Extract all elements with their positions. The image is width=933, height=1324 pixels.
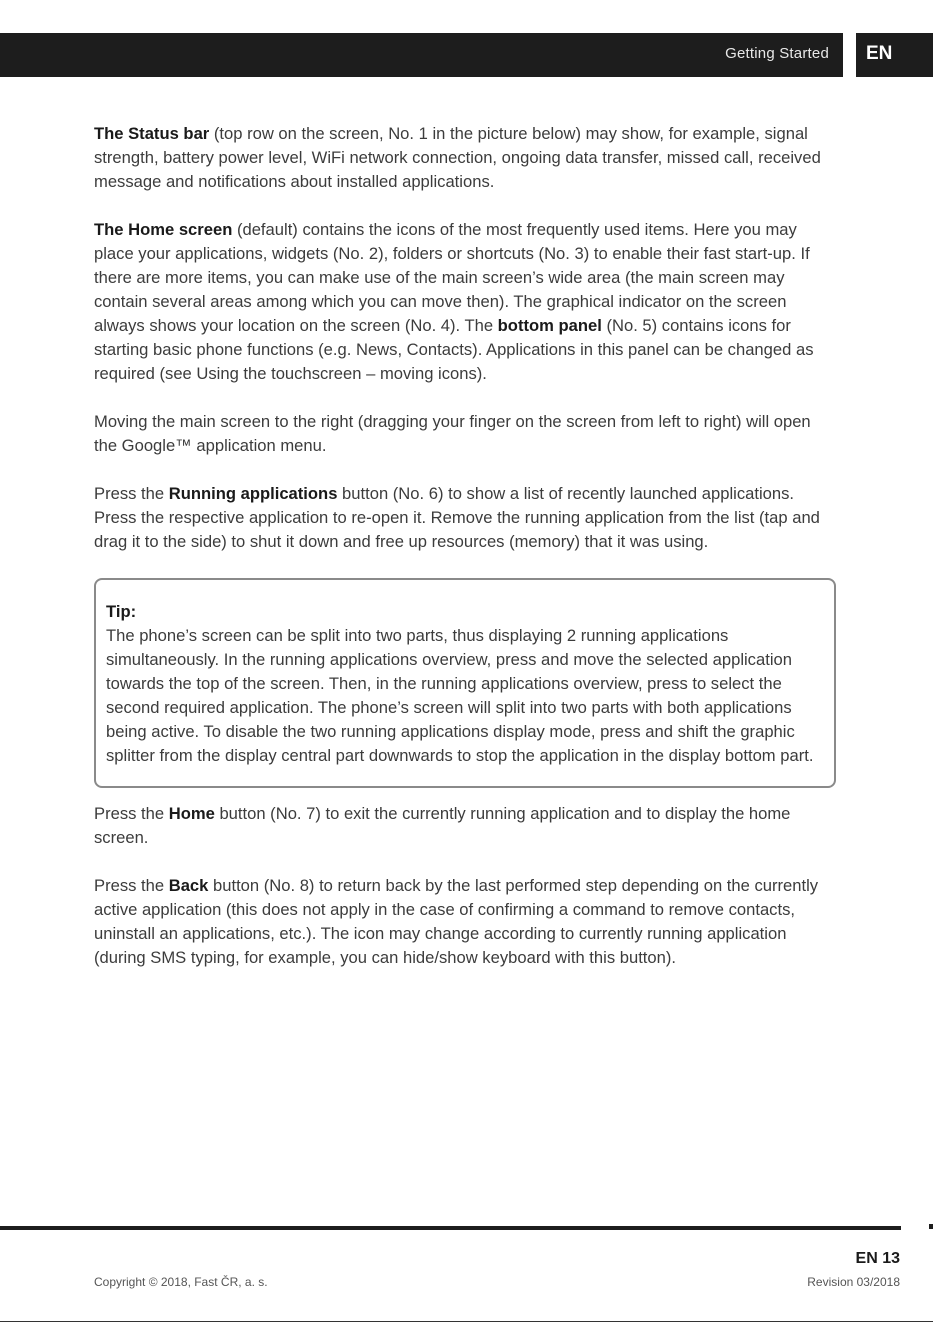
status-bar-paragraph	[94, 122, 836, 194]
tip-text: The phone’s screen can be split into two parts, thus displaying 2 running applications simultaneously. In the running applications overview, press and move the selected application towards the top of the screen. Then, in the running applications overview, press to select the second required application. The phone’s screen will split into two parts with both applications being active. To disable the two running applications display mode, press and shift the graphic splitter from the display central part downwards to stop the application in the display bottom part.	[106, 626, 814, 765]
section-title: Getting Started	[725, 45, 829, 62]
status-bar-term: The Status bar	[94, 124, 210, 143]
home-screen-text-1: (default) contains the icons of the most frequently used items. Here you may place your applications, widgets (No. 2), folders or shortcuts (No. 3) to enable their fast start-up. If there are more items, you can make use of the main screen’s wide area (the main screen may contain several areas among which you can move then). The graphical indicator on the screen always shows your location on the screen (No. 4). The	[94, 220, 810, 335]
page-bottom-line	[0, 1321, 933, 1322]
copyright: Copyright © 2018, Fast ČR, a. s.	[94, 1275, 268, 1289]
back-button-paragraph	[94, 874, 836, 970]
running-apps-pre: Press the	[94, 484, 169, 503]
home-button-pre: Press the	[94, 804, 169, 823]
running-apps-term: Running applications	[168, 484, 338, 503]
revision: Revision 03/2018	[807, 1275, 900, 1289]
home-button-paragraph	[94, 802, 836, 850]
status-bar-text: (top row on the screen, No. 1 in the picture below) may show, for example, signal strength, battery power level, WiFi network connection, ongoing data transfer, missed call, received message and notifications about installed applications.	[94, 124, 821, 191]
bottom-panel-term: bottom panel	[497, 316, 602, 335]
back-button-pre: Press the	[94, 876, 169, 895]
main-content	[94, 122, 836, 994]
footer-rule-tick	[929, 1224, 933, 1229]
home-screen-text-2: (No. 5) contains icons for starting basic phone functions (e.g. News, Contacts). Applications in this panel can be changed as required (see Using the touchscreen – moving icons).	[94, 316, 814, 383]
back-button-term: Back	[168, 876, 209, 895]
home-screen-term: The Home screen	[94, 220, 233, 239]
running-apps-text: button (No. 6) to show a list of recently launched applications. Press the respective application to re-open it. Remove the running application from the list (tap and drag it to the side) to shut it down and free up resources (memory) that it was using.	[94, 484, 820, 551]
running-apps-paragraph	[94, 482, 836, 554]
footer-rule	[0, 1226, 901, 1230]
tip-box	[94, 578, 836, 788]
home-screen-paragraph	[94, 218, 836, 386]
page-number: EN 13	[855, 1250, 900, 1267]
header-bar	[0, 33, 843, 77]
home-button-term: Home	[168, 804, 215, 823]
moving-text: Moving the main screen to the right (dragging your finger on the screen from left to right) will open the Google™ application menu.	[94, 412, 811, 455]
home-button-text: button (No. 7) to exit the currently running application and to display the home screen.	[94, 804, 791, 847]
back-button-text: button (No. 8) to return back by the last performed step depending on the currently active application (this does not apply in the case of confirming a command to remove contacts, uninstall an applications, etc.). The icon may change according to currently running application (during SMS typing, for example, you can hide/show keyboard with this button).	[94, 876, 819, 967]
moving-paragraph	[94, 410, 836, 458]
language-tab	[856, 33, 933, 77]
language-label: EN	[866, 43, 893, 64]
tip-title: Tip:	[106, 602, 137, 621]
